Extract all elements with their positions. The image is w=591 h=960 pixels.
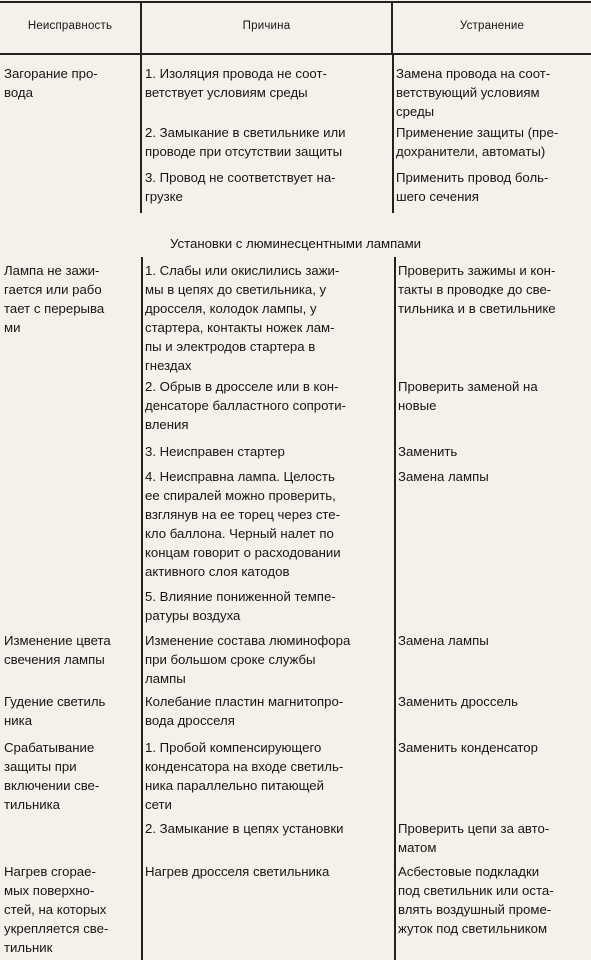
cell-line: грузке [145,189,183,204]
row-12-fault [4,862,108,957]
header-bottom-rule [0,53,591,55]
row-8-cause [145,631,350,688]
row-6-remedy [398,467,489,486]
cell-line: новые [398,398,437,413]
cell-line: шего сечения [396,189,479,204]
row-10-remedy [398,738,538,757]
row-2-remedy [396,168,548,206]
cell-line: Загорание про- [4,66,98,81]
cell-line: 1. Изоляция провода не соот- [145,66,327,81]
cell-line: влять воздушный проме- [398,902,552,917]
cell-line: защиты при [4,759,77,774]
row-6-cause [145,467,341,581]
cell-line: 1. Пробой компенсирующего [145,740,322,755]
cell-line: 5. Влияние пониженной темпе- [145,589,336,604]
cell-line: конденсатора на входе светиль- [145,759,344,774]
cell-line: Нагрев сгорае- [4,864,96,879]
cell-line: кло баллона. Черный налет по [145,526,334,541]
cell-line: тильника [4,797,61,812]
cell-line: 1. Слабы или окислились зажи- [145,263,340,278]
cell-line: концам говорит о расходовании [145,545,341,560]
cell-line: 3. Неисправен стартер [145,444,285,459]
cell-line: ника [4,713,33,728]
cell-line: ветствует условиям среды [145,85,308,100]
cell-line: пы и электродов стартера в [145,339,316,354]
cell-line: стартера, контакты ножек лам- [145,320,335,335]
cell-line: Применить провод боль- [396,170,549,185]
cell-line: Замена провода на соот- [396,66,551,81]
column-separator-1-top-body [140,55,142,213]
cell-line: тильник [4,940,53,955]
cell-line: дросселя, колодок лампы, у [145,301,317,316]
row-1-remedy [396,123,558,161]
cell-line: Замена лампы [398,469,489,484]
column-separator-2-top-body [392,55,394,213]
row-3-fault [4,261,104,337]
row-4-remedy [398,377,538,415]
cell-line: ми [4,320,21,335]
cell-line: Гудение светиль [4,694,106,709]
cell-line: ника параллельно питающей [145,778,325,793]
cell-line: 2. Замыкание в цепях установки [145,821,344,836]
cell-line: ее спиралей можно проверить, [145,488,336,503]
row-5-remedy [398,442,457,461]
cell-line: взглянув на ее торец через сте- [145,507,341,522]
cell-line: ратуры воздуха [145,608,241,623]
cell-line: при большом сроке службы [145,652,316,667]
cell-line: денсаторе балластного сопроти- [145,398,346,413]
cell-line: Проверить зажимы и кон- [398,263,556,278]
header-cause: Причина [242,20,291,32]
column-separator-2-lower-body [394,257,396,960]
header-remedy: Устранение [459,20,525,32]
cell-line: Изменение состава люминофора [145,633,351,648]
cell-line: Заменить конденсатор [398,740,538,755]
cell-line: 2. Замыкание в светильнике или [145,125,346,140]
cell-line: такты в проводке до све- [398,282,552,297]
cell-line: тает с перерыва [4,301,105,316]
cell-line: Лампа не зажи- [4,263,100,278]
cell-line: Колебание пластин магнитопро- [145,694,344,709]
row-0-cause [145,64,327,102]
row-3-remedy [398,261,556,318]
row-1-cause [145,123,346,161]
cell-line: Асбестовые подкладки [398,864,540,879]
cell-line: мы в цепях до светильника, у [145,282,327,297]
cell-line: Проверить заменой на [398,379,538,394]
cell-line: дохранители, автоматы) [396,144,546,159]
cell-line: 2. Обрыв в дросселе или в кон- [145,379,339,394]
cell-line: вода [4,85,33,100]
cell-line: Нагрев дросселя светильника [145,864,330,879]
cell-line: свечения лампы [4,652,105,667]
cell-line: стей, на которых [4,902,107,917]
cell-line: тильника и в светильнике [398,301,556,316]
cell-line: гается или рабо [4,282,102,297]
row-2-cause [145,168,336,206]
cell-line: сети [145,797,172,812]
row-8-remedy [398,631,489,650]
cell-line: вода дросселя [145,713,235,728]
cell-line: 4. Неисправна лампа. Целость [145,469,335,484]
cell-line: лампы [145,671,186,686]
cell-line: Заменить [398,444,458,459]
cell-line: гнездах [145,358,192,373]
row-4-cause [145,377,346,434]
row-9-fault [4,692,105,730]
cell-line: включении све- [4,778,100,793]
cell-line: Проверить цепи за авто- [398,821,550,836]
row-0-remedy [396,64,550,121]
row-11-cause [145,819,344,838]
cell-line: активного слоя катодов [145,564,290,579]
cell-line: среды [396,104,435,119]
header-fault: Неисправность [27,20,113,32]
row-3-cause [145,261,339,375]
cell-line: Замена лампы [398,633,489,648]
cell-line: Применение защиты (пре- [396,125,559,140]
row-10-cause [145,738,343,814]
cell-line: матом [398,840,437,855]
row-12-remedy [398,862,554,938]
cell-line: 3. Провод не соответствует на- [145,170,336,185]
cell-line: проводе при отсутствии защиты [145,144,343,159]
row-0-fault [4,64,98,102]
cell-line: укрепляется све- [4,921,109,936]
row-9-cause [145,692,343,730]
row-8-fault [4,631,111,669]
row-5-cause [145,442,285,461]
cell-line: Изменение цвета [4,633,111,648]
section-title: Установки с люминесцентными лампами [170,236,421,251]
cell-line: ветствующий условиям [396,85,540,100]
row-10-fault [4,738,99,814]
column-separator-1-lower-body [141,257,143,960]
cell-line: жуток под светильником [398,921,548,936]
row-12-cause [145,862,329,881]
row-9-remedy [398,692,518,711]
cell-line: вления [145,417,189,432]
row-7-cause [145,587,336,625]
cell-line: Заменить дроссель [398,694,518,709]
cell-line: Срабатывание [4,740,95,755]
cell-line: под светильник или оста- [398,883,554,898]
row-11-remedy [398,819,549,857]
cell-line: мых поверхно- [4,883,95,898]
